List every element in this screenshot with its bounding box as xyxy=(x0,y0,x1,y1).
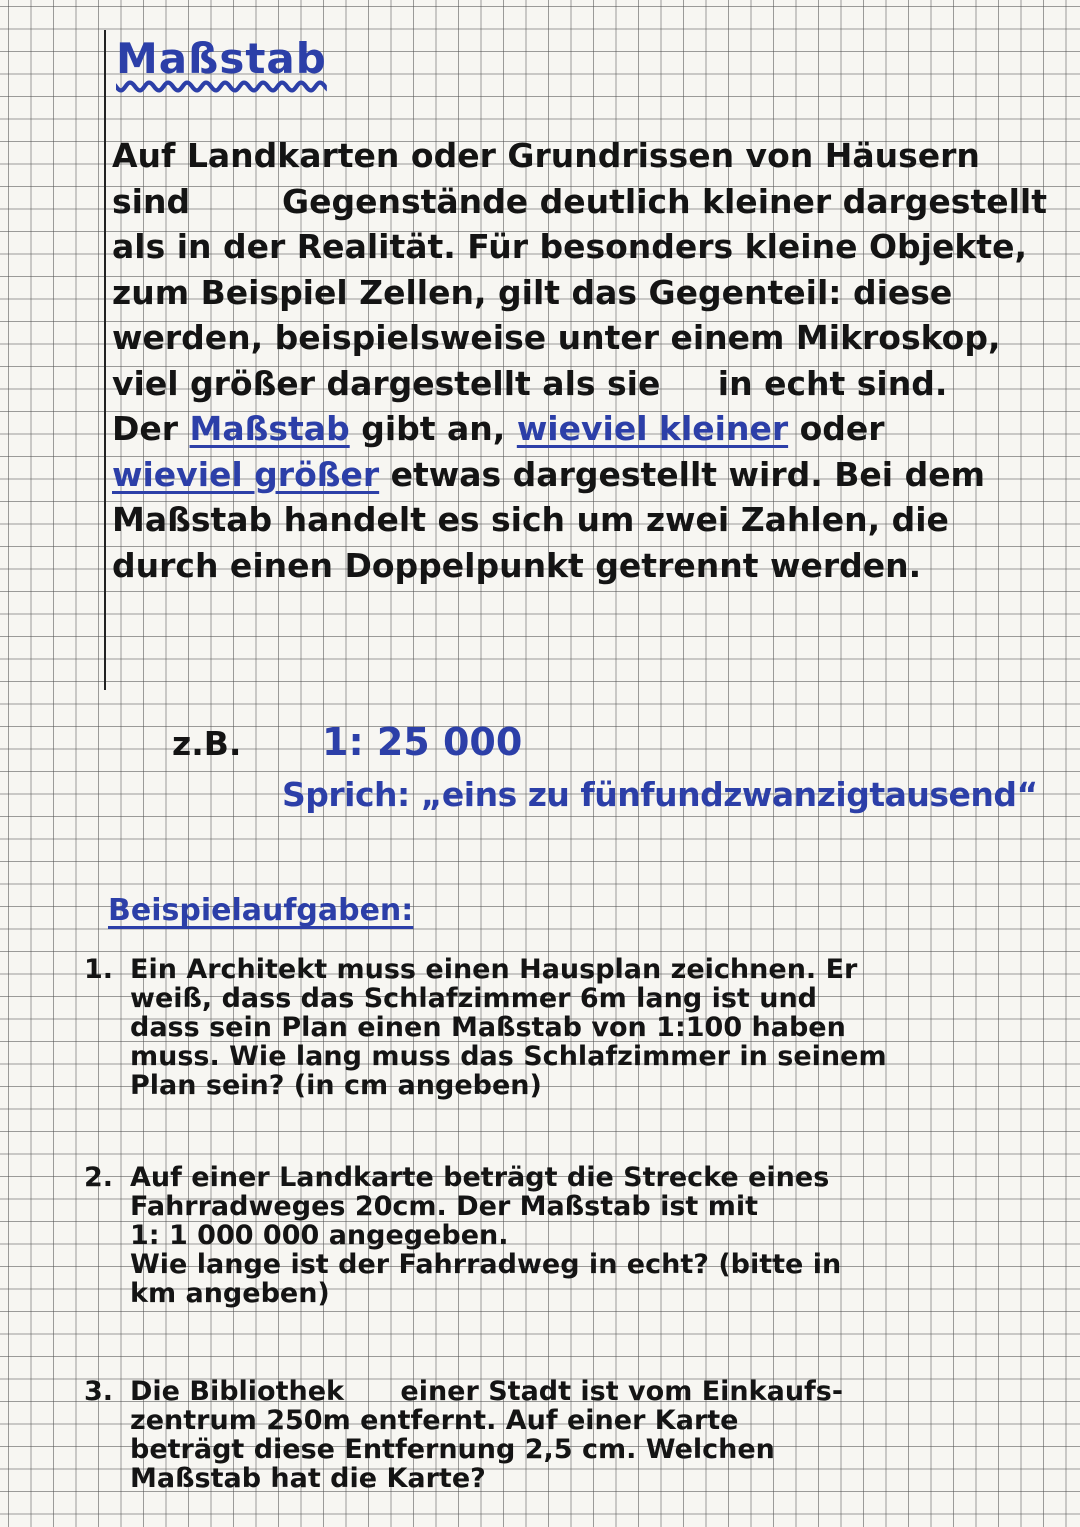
task-number: 1. xyxy=(84,954,114,985)
definition-text: gibt an, xyxy=(349,409,517,448)
example-ratio: 1: 25 000 xyxy=(322,720,523,764)
task-line: dass sein Plan einen Maßstab von 1:100 haben xyxy=(130,1012,846,1043)
intro-text xyxy=(112,133,1048,588)
intro-line: werden, beispielsweise unter einem Mikroskop, xyxy=(112,318,1001,357)
definition-text: Der xyxy=(112,409,190,448)
highlight-term: wieviel größer xyxy=(112,454,380,494)
definition-line: Maßstab handelt es sich um zwei Zahlen, die xyxy=(112,500,949,539)
highlight-term: Maßstab xyxy=(189,409,350,448)
margin-line xyxy=(104,30,106,690)
page-title: Maßstab xyxy=(116,34,327,83)
task-item xyxy=(84,955,1024,1100)
definition-text: etwas dargestellt wird. Bei dem xyxy=(379,454,985,494)
tasks-heading: Beispielaufgaben: xyxy=(108,893,414,928)
task-line: beträgt diese Entfernung 2,5 cm. Welchen xyxy=(130,1434,775,1465)
intro-line: Auf Landkarten oder Grundrissen von Häusern xyxy=(112,136,980,175)
definition-text: oder xyxy=(788,409,885,448)
task-line: Wie lange ist der Fahrradweg in echt? (bitte in xyxy=(130,1249,842,1280)
task-number: 3. xyxy=(84,1376,114,1407)
task-line: Auf einer Landkarte beträgt die Strecke eines xyxy=(130,1162,830,1193)
task-item xyxy=(84,1377,1024,1493)
example-pronunciation: Sprich: „eins zu fünfundzwanzigtausend“ xyxy=(282,775,1038,814)
intro-line: als in der Realität. Für besonders kleine Objekte, xyxy=(112,227,1027,266)
intro-line: sind Gegenstände deutlich kleiner dargestellt xyxy=(112,181,1048,221)
task-line: zentrum 250m entfernt. Auf einer Karte xyxy=(130,1405,739,1436)
definition-line xyxy=(112,452,985,498)
definition-line xyxy=(112,406,972,452)
example-label: z.B. xyxy=(172,724,242,763)
task-line: Ein Architekt muss einen Hausplan zeichnen. Er xyxy=(130,954,858,985)
example-line xyxy=(172,720,522,764)
task-number: 2. xyxy=(84,1162,114,1193)
task-line: Plan sein? (in cm angeben) xyxy=(130,1070,542,1101)
intro-line: viel größer dargestellt als sie in echt sind. xyxy=(112,363,948,403)
task-line: Die Bibliothek einer Stadt ist vom Einkaufs- xyxy=(130,1376,844,1407)
task-line: Maßstab hat die Karte? xyxy=(130,1463,486,1494)
intro-line: zum Beispiel Zellen, gilt das Gegenteil: diese xyxy=(112,272,953,312)
task-item xyxy=(84,1163,1024,1308)
task-line: muss. Wie lang muss das Schlafzimmer in seinem xyxy=(130,1041,887,1072)
task-line: weiß, dass das Schlafzimmer 6m lang ist und xyxy=(130,983,817,1014)
task-line: km angeben) xyxy=(130,1278,330,1309)
highlight-term: wieviel kleiner xyxy=(516,409,789,448)
definition-line: durch einen Doppelpunkt getrennt werden. xyxy=(112,545,922,585)
task-line: 1: 1 000 000 angegeben. xyxy=(130,1220,509,1251)
task-line: Fahrradweges 20cm. Der Maßstab ist mit xyxy=(130,1191,759,1222)
